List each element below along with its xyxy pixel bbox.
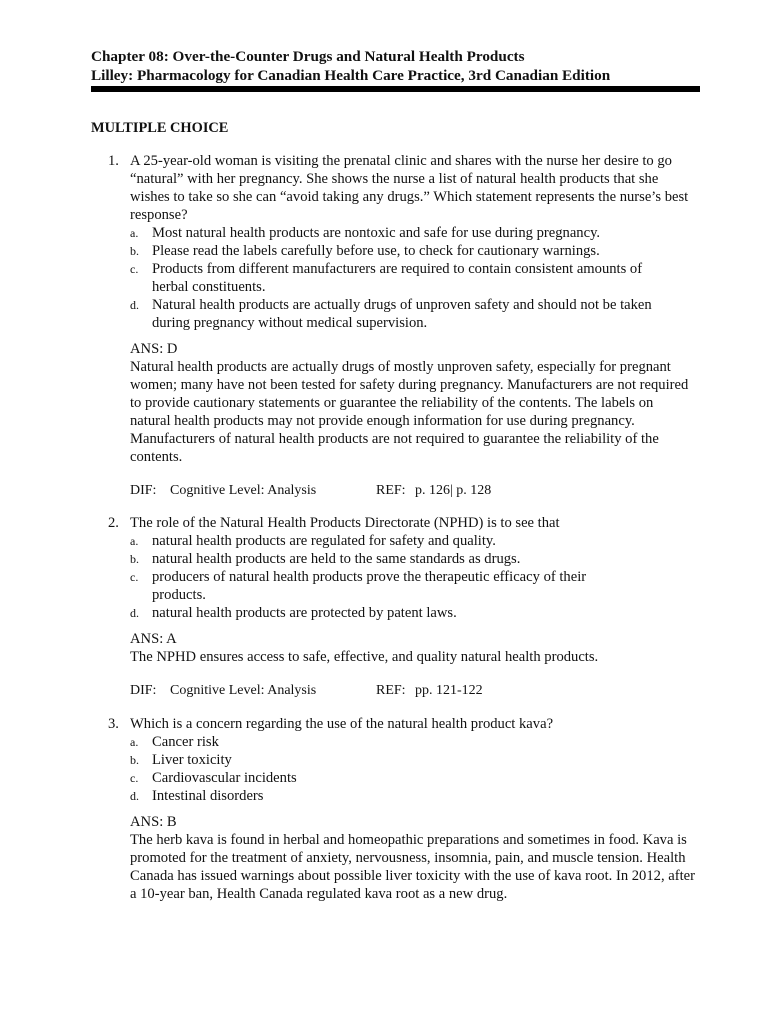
choice-text: Please read the labels carefully before use, to check for cautionary warnings.: [152, 243, 600, 259]
question-2: [91, 514, 701, 700]
question-number: 2.: [108, 515, 119, 531]
choice-letter: a.: [130, 534, 139, 548]
choice-letter: b.: [130, 753, 139, 767]
book-title: Lilley: Pharmacology for Canadian Health Care Practice, 3rd Canadian Edition: [91, 67, 611, 84]
ref-label: REF:: [376, 683, 406, 698]
answer-key: ANS: D: [130, 341, 178, 357]
choice-letter: c.: [130, 262, 139, 276]
dif-value: Cognitive Level: Analysis: [170, 483, 317, 498]
choice-d: [130, 296, 672, 332]
choice-d: [130, 787, 672, 805]
choice-text: producers of natural health products prove the therapeutic efficacy of their products.: [152, 569, 587, 603]
choice-c: [130, 769, 672, 787]
choice-letter: a.: [130, 226, 139, 240]
choice-text: natural health products are held to the same standards as drugs.: [152, 551, 521, 567]
choice-text: Products from different manufacturers are required to contain consistent amounts of herbal constituents.: [152, 261, 643, 295]
choice-list: [130, 224, 701, 332]
question-stem: A 25-year-old woman is visiting the prenatal clinic and shares with the nurse her desire to go “natural” with her pregnancy. She shows the nurse a list of natural health products that she wishes to take so she can “avoid taking any drugs.” Which statement represents the nurse’s best response?: [130, 153, 689, 223]
question-stem: Which is a concern regarding the use of the natural health product kava?: [130, 716, 554, 732]
ref-value: p. 126| p. 128: [415, 483, 492, 498]
choice-text: natural health products are regulated for safety and quality.: [152, 533, 496, 549]
choice-b: [130, 751, 672, 769]
chapter-title: Chapter 08: Over-the-Counter Drugs and Natural Health Products: [91, 48, 525, 65]
choice-d: [130, 604, 672, 622]
dif-label: DIF:: [130, 683, 157, 698]
section-title: MULTIPLE CHOICE: [91, 120, 229, 136]
choice-letter: d.: [130, 298, 139, 312]
question-1: [91, 152, 701, 500]
choice-letter: b.: [130, 244, 139, 258]
question-number: 1.: [108, 153, 119, 169]
rationale: Natural health products are actually drugs of mostly unproven safety, especially for pregnant women; many have not been tested for safety during pregnancy. Manufacturers are not required to provide cautionary statements or guarantee the reliability of the contents. The labels on natural health products may not provide enough information for use during pregnancy. Manufacturers of natural health products are not required to guarantee the reliability of the contents.: [130, 359, 689, 465]
answer-key: ANS: B: [130, 814, 177, 830]
header-rule: [91, 86, 700, 92]
answer-key: ANS: A: [130, 631, 177, 647]
question-stem: The role of the Natural Health Products Directorate (NPHD) is to see that: [130, 515, 560, 531]
choice-text: Cardiovascular incidents: [152, 770, 297, 786]
choice-list: [130, 733, 701, 805]
rationale: The herb kava is found in herbal and homeopathic preparations and sometimes in food. Kava is promoted for the treatment of anxiety, nervousness, insomnia, pain, and muscle tension. Health Canada has issued warnings about possible liver toxicity with the use of kava root. In 2012, after a 10-year ban, Health Canada regulated kava root as a new drug.: [130, 832, 695, 902]
choice-a: [130, 532, 672, 550]
choice-a: [130, 733, 672, 751]
choice-letter: a.: [130, 735, 139, 749]
ref-label: REF:: [376, 483, 406, 498]
choice-letter: c.: [130, 570, 139, 584]
choice-text: Liver toxicity: [152, 752, 232, 768]
choice-letter: c.: [130, 771, 139, 785]
question-meta: [130, 682, 701, 700]
choice-letter: d.: [130, 606, 139, 620]
choice-letter: d.: [130, 789, 139, 803]
document-header: [91, 47, 701, 85]
choice-text: Natural health products are actually drugs of unproven safety and should not be taken during pregnancy without medical supervision.: [152, 297, 652, 331]
question-3: [91, 715, 701, 903]
choice-letter: b.: [130, 552, 139, 566]
choice-text: natural health products are protected by patent laws.: [152, 605, 457, 621]
question-meta: [130, 482, 701, 500]
choice-text: Most natural health products are nontoxic and safe for use during pregnancy.: [152, 225, 601, 241]
dif-value: Cognitive Level: Analysis: [170, 683, 317, 698]
ref-value: pp. 121-122: [415, 683, 483, 698]
choice-b: [130, 550, 672, 568]
choice-text: Cancer risk: [152, 734, 219, 750]
choice-c: [130, 260, 672, 296]
choice-text: Intestinal disorders: [152, 788, 264, 804]
choice-b: [130, 242, 672, 260]
dif-label: DIF:: [130, 483, 157, 498]
choice-a: [130, 224, 672, 242]
choice-c: [130, 568, 622, 604]
question-number: 3.: [108, 716, 119, 732]
choice-list: [130, 532, 701, 622]
rationale: The NPHD ensures access to safe, effective, and quality natural health products.: [130, 649, 599, 665]
